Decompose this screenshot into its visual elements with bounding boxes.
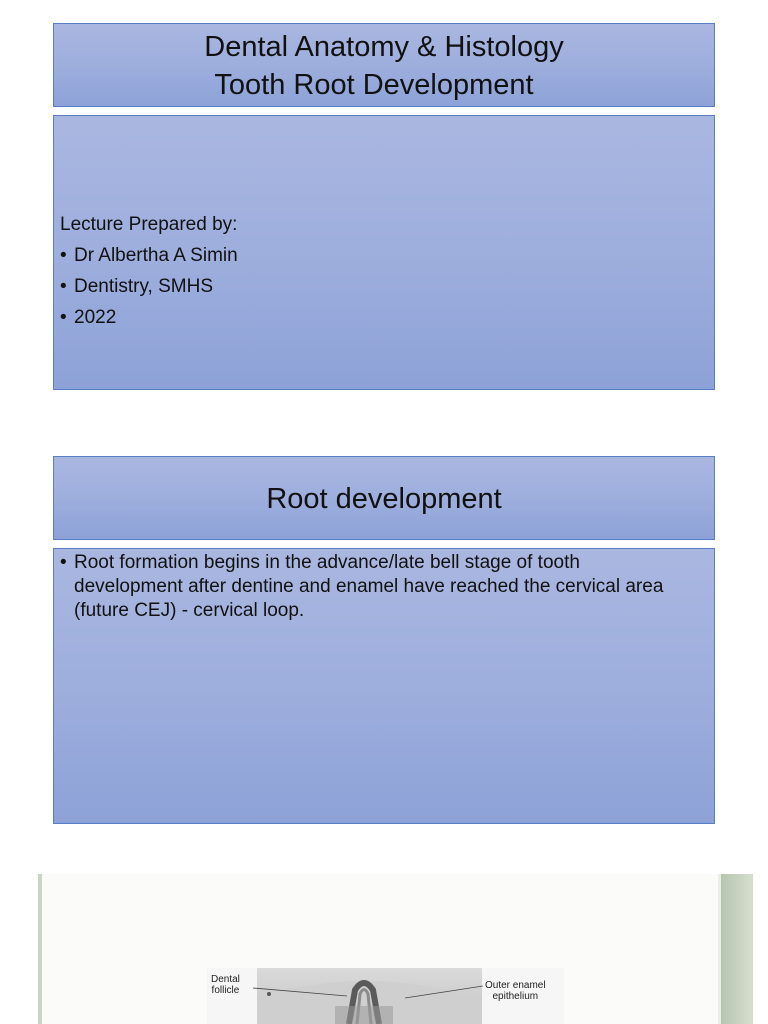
slide-3-side-bar [718, 874, 753, 1024]
root-formation-text: Root formation begins in the advance/late bell stage of tooth development after dentine and enamel have reached the cervical area (future CEJ) - cervical loop. [74, 552, 664, 621]
outer-enamel-epithelium-label [485, 980, 546, 1002]
slide-title-line-2: Tooth Root Development [214, 69, 534, 101]
year: 2022 [74, 307, 117, 328]
bullet-icon: • [60, 307, 67, 328]
bullet-item [60, 245, 238, 267]
author-box [53, 115, 715, 390]
bullet-icon: • [60, 245, 67, 266]
bullet-item [60, 307, 238, 329]
dental-follicle-label [211, 974, 240, 996]
label-line: Dental [211, 974, 240, 985]
bullet-icon: • [60, 276, 67, 297]
section-title-box [53, 456, 715, 540]
title-box [53, 23, 715, 107]
bullet-icon: • [60, 552, 67, 573]
slide-title-line-1: Dental Anatomy & Histology [204, 31, 564, 63]
author-name: Dr Albertha A Simin [74, 245, 238, 266]
label-line: follicle [211, 985, 240, 996]
bullet-item [60, 276, 238, 298]
histology-micrograph [207, 968, 564, 1024]
section-title: Root development [266, 483, 502, 515]
department: Dentistry, SMHS [74, 276, 214, 297]
label-line: epithelium [492, 991, 539, 1002]
bullet-item [60, 551, 674, 623]
section-body-box [53, 548, 715, 824]
lecture-prepared-by-heading: Lecture Prepared by: [60, 214, 238, 235]
label-line: Outer enamel [485, 980, 546, 991]
